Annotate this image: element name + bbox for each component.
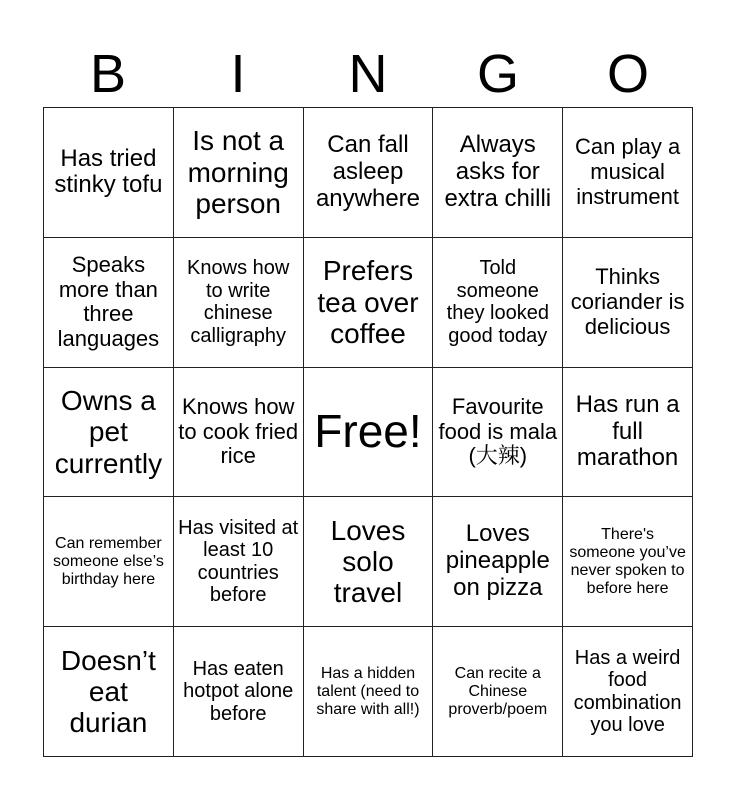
cell-text: Can fall asleep anywhere: [315, 131, 421, 212]
bingo-cell-20[interactable]: [563, 497, 693, 627]
bingo-cell-1[interactable]: [44, 108, 174, 238]
bingo-cell-2[interactable]: [174, 108, 304, 238]
cell-text: Has a weird food combination you love: [573, 646, 682, 736]
cell-text: Can recite a Chinese proverb/poem: [448, 664, 548, 718]
header-letter-g: G: [476, 44, 519, 104]
cell-text: Has run a full marathon: [575, 390, 680, 472]
cell-text: Has visited at least 10 countries before: [178, 517, 299, 607]
bingo-cell-17[interactable]: [174, 497, 304, 627]
cell-text: Can play a musical instrument: [575, 134, 681, 209]
cell-text: Favourite food is mala (大辣): [438, 394, 558, 469]
bingo-cell-5[interactable]: [563, 108, 693, 238]
cell-text: Loves solo travel: [330, 514, 406, 609]
header-letter-n: N: [348, 44, 388, 104]
cell-text: Has eaten hotpot alone before: [183, 658, 294, 725]
bingo-cell-12[interactable]: [174, 368, 304, 498]
bingo-cell-24[interactable]: [433, 627, 563, 757]
header-letter-b: B: [89, 44, 127, 104]
cell-text: Knows how to cook fried rice: [178, 394, 299, 469]
cell-text: Is not a morning person: [187, 125, 289, 220]
bingo-header: [43, 40, 693, 108]
bingo-cell-19[interactable]: [433, 497, 563, 627]
bingo-cell-15[interactable]: [563, 368, 693, 498]
cell-text: Doesn’t eat durian: [60, 644, 156, 739]
cell-text: Prefers tea over coffee: [317, 255, 419, 349]
bingo-cell-7[interactable]: [174, 238, 304, 368]
bingo-cell-25[interactable]: [563, 627, 693, 757]
cell-text: Told someone they looked good today: [446, 257, 549, 347]
bingo-cell-16[interactable]: [44, 497, 174, 627]
bingo-card-grid: [43, 107, 693, 757]
bingo-cell-6[interactable]: [44, 238, 174, 368]
bingo-cell-14[interactable]: [433, 368, 563, 498]
header-letter-o: O: [606, 44, 649, 104]
cell-text: Owns a pet currently: [54, 384, 163, 479]
cell-text: Thinks coriander is delicious: [570, 264, 685, 339]
cell-text: Has a hidden talent (need to share with all!): [316, 664, 420, 718]
cell-text: Speaks more than three languages: [57, 251, 160, 351]
cell-text: Always asks for extra chilli: [444, 131, 552, 212]
bingo-cell-9[interactable]: [433, 238, 563, 368]
bingo-cell-4[interactable]: [433, 108, 563, 238]
cell-text: Has tried stinky tofu: [54, 144, 163, 199]
cell-text: Free!: [314, 405, 422, 458]
bingo-cell-free[interactable]: [304, 368, 434, 498]
bingo-cell-8[interactable]: [304, 238, 434, 368]
bingo-cell-10[interactable]: [563, 238, 693, 368]
bingo-cell-23[interactable]: [304, 627, 434, 757]
cell-text: Can remember someone else’s birthday here: [52, 534, 164, 588]
bingo-cell-18[interactable]: [304, 497, 434, 627]
cell-text: Knows how to write chinese calligraphy: [187, 257, 290, 347]
cell-text: Loves pineapple on pizza: [445, 520, 550, 602]
cell-text: There's someone you’ve never spoken to before here: [569, 525, 686, 597]
bingo-cell-11[interactable]: [44, 368, 174, 498]
bingo-cell-3[interactable]: [304, 108, 434, 238]
bingo-cell-22[interactable]: [174, 627, 304, 757]
header-letter-i: I: [230, 44, 246, 104]
bingo-cell-21[interactable]: [44, 627, 174, 757]
